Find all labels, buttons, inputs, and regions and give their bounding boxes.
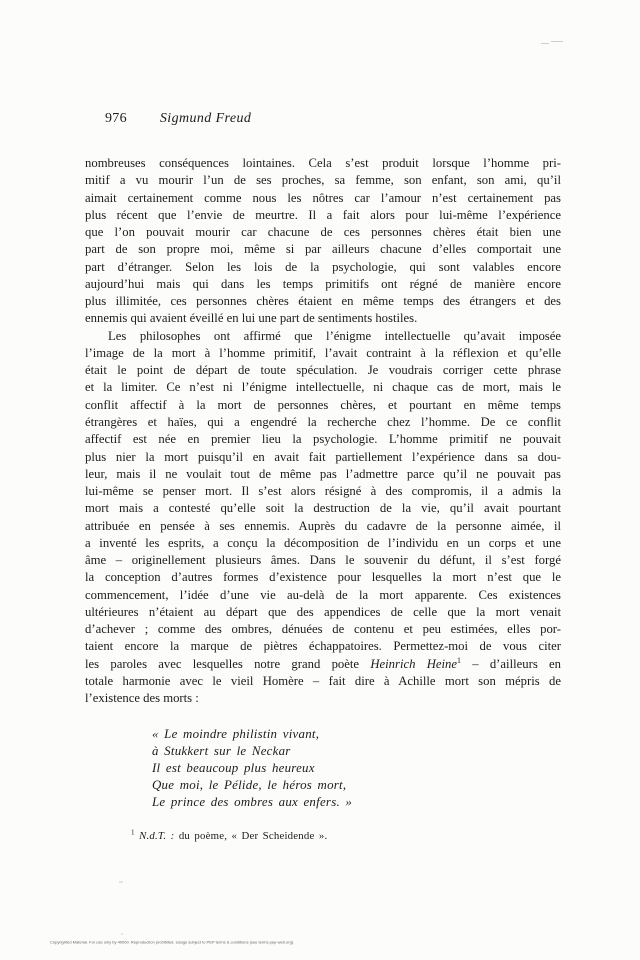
- text-line: était le point de départ de toute spéculation. Je voudrais corriger cette phrase: [85, 363, 561, 378]
- running-head: [105, 111, 251, 127]
- text-line: que l’on pouvait mourir car chacune de ces personnes chères était bien une: [85, 225, 561, 240]
- text-line: ultérieures n’étaient au départ que des appendices de celle que la mort venait: [85, 604, 561, 619]
- text-line: totale harmonie avec le vieil Homère – fait dire à Achille mort son mépris de: [85, 673, 561, 688]
- text-line: part de son propre moi, même si par ailleurs chacune d’elles comportait une: [85, 242, 561, 257]
- text-line: ennemis qui avaient éveillé en lui une part de sentiments hostiles.: [85, 311, 418, 326]
- poem-line: Le prince des ombres aux enfers. »: [152, 795, 353, 810]
- footnote-label: N.d.T. :: [139, 830, 175, 842]
- scan-artifact-speck: [119, 881, 123, 883]
- paragraph: [85, 328, 561, 708]
- text-line: mitif a vu mourir l’un de ses proches, sa femme, son enfant, son ami, qu’il: [85, 173, 561, 188]
- paragraph: [85, 155, 561, 328]
- text-line: les paroles avec lesquelles notre grand poète Heinrich Heine$^1$ – d’ailleurs en: [85, 655, 561, 671]
- text-line: aimait certainement comme nous les nôtres car l’amour n’est certainement pas: [85, 190, 561, 205]
- footnote-marker: 1: [131, 828, 135, 837]
- text-line: a inventé les esprits, a conçu la décomposition de l’individu en un corps et une: [85, 535, 561, 550]
- text-line: âme – originellement plusieurs âmes. Dans le souvenir du défunt, il s’est forgé: [85, 553, 561, 568]
- scan-artifact-dash: [541, 43, 549, 44]
- poem-line: « Le moindre philistin vivant,: [152, 727, 320, 741]
- text-line: l’image de la mort à l’homme primitif, l’avait contraint à la réflexion et qu’elle: [85, 345, 561, 360]
- text-line: et la limiter. Ce n’est ni l’énigme intellectuelle, ni chaque cas de mort, mais le: [85, 380, 561, 395]
- text-line: plus illimitée, ces personnes chères étaient en même temps des étrangers et des: [85, 294, 561, 309]
- footnote-text: du poème, « Der Scheidende ».: [174, 830, 328, 842]
- text-line: plus récent que l’envie de meurtre. Il a fait alors pour lui-même l’expérience: [85, 207, 561, 222]
- text-line: taient encore la marque de piètres échappatoires. Permettez-moi de vous citer: [85, 639, 561, 654]
- text-line: lui-même se penser mort. Il s’est alors résigné à des compromis, il a admis la: [85, 484, 561, 499]
- poem-line: à Stukkert sur le Neckar: [152, 744, 291, 759]
- page-body: [85, 155, 561, 708]
- copyright-watermark: Copyrighted Material. For use only by 40000. Reproduction prohibited. Usage subject to PEP terms & conditions (see terms.pep-web.org).: [50, 940, 295, 945]
- text-line: plus nier la mort puisqu’il en avait fait partiellement l’expérience dans sa dou-: [85, 449, 561, 464]
- text-line: d’achever ; comme des ombres, dénuées de contenu et peu estimées, elles por-: [85, 622, 561, 637]
- text-line: commencement, l’idée d’une vie au-delà de la mort apparente. Ces existences: [85, 587, 561, 602]
- text-line: mort mais a contesté qu’elle soit la destruction de la vie, qu’il avait pourtant: [85, 501, 561, 516]
- text-line: part d’étranger. Selon les lois de la psychologie, qui sont valables encore: [85, 259, 561, 274]
- text-line: attribuée en pensée à ses ennemis. Auprès du cadavre de la personne aimée, il: [85, 518, 561, 533]
- scan-artifact-dash: [551, 41, 563, 42]
- text-line: l’existence des morts :: [85, 691, 199, 706]
- poem-line: Que moi, le Pélide, le héros mort,: [152, 778, 347, 793]
- text-line: nombreuses conséquences lointaines. Cela s’est produit lorsque l’homme pri-: [85, 156, 561, 170]
- text-line: aujourd’hui mais qui dans les temps primitifs ont régné de manière encore: [85, 276, 561, 291]
- text-line: étrangères et haïes, qui a engendré la recherche chez l’homme. De ce conflit: [85, 414, 561, 429]
- text-line: conflit affectif à la mort de personnes chères, et pourtant en même temps: [85, 397, 561, 412]
- running-head-author: Sigmund Freud: [159, 111, 252, 126]
- scan-artifact-speck: [121, 933, 123, 935]
- text-line: Les philosophes ont affirmé que l’énigme intellectuelle qu’avait imposée: [108, 328, 561, 343]
- footnote: [131, 830, 327, 842]
- poem-line: Il est beaucoup plus heureux: [152, 761, 315, 776]
- poem-quotation: [152, 726, 352, 811]
- text-line: leur, mais il ne voulait tout de même pas l’admettre parce qu’il ne pouvait pas: [85, 466, 561, 481]
- text-line: affectif est née en premier lieu la psychologie. L’homme primitif ne pouvait: [85, 432, 561, 447]
- text-line: la conception d’autres formes d’existence pour lesquelles la mort n’est que le: [85, 570, 561, 585]
- page-number: 976: [105, 111, 127, 126]
